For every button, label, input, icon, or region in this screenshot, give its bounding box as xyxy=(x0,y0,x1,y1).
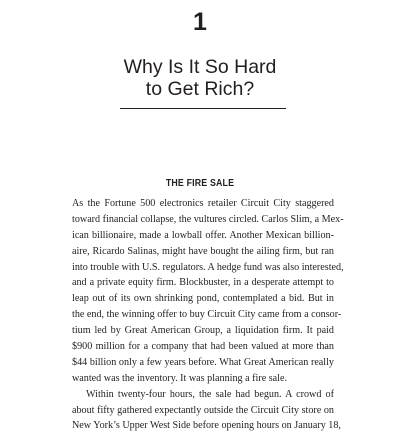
text-line: $44 billion only a few years before. What Great American really xyxy=(72,356,334,368)
text-line: Within twenty-four hours, the sale had begun. A crowd of xyxy=(86,388,334,400)
text-line: New York’s Upper West Side before opening hours on January 18, xyxy=(72,420,341,432)
text-line: $900 million for a company that had been valued at more than xyxy=(72,341,334,353)
text-line: into trouble with U.S. regulators. A hedge fund was also interested, xyxy=(72,261,344,273)
text-line: As the Fortune 500 electronics retailer Circuit City staggered xyxy=(72,198,334,209)
text-line: about fifty gathered expectantly outside the Circuit City store on xyxy=(72,404,334,416)
text-line: the end, the winning offer to buy Circuit City came from a consor- xyxy=(72,309,342,321)
text-line: tium led by Great American Group, a liquidation firm. It paid xyxy=(72,325,334,337)
text-line: wanted was the inventory. It was planning a fire sale. xyxy=(72,372,287,384)
chapter-title-line-2: to Get Rich? xyxy=(145,78,255,100)
text-line: and a private equity firm. Blockbuster, in a desperate attempt to xyxy=(72,277,334,289)
text-line: toward financial collapse, the vultures circled. Carlos Slim, a Mex- xyxy=(72,213,344,225)
text-line: ican billionaire, made a lowball offer. Another Mexican billion- xyxy=(72,229,334,241)
text-line: leap out of its own shrinking pond, contemplated a bid. But in xyxy=(72,293,334,305)
section-heading: THE FIRE SALE xyxy=(165,177,235,189)
chapter-title xyxy=(0,56,400,100)
text-line: aire, Ricardo Salinas, might have bought the ailing firm, but ran xyxy=(72,245,334,257)
chapter-number: 1 xyxy=(193,8,207,36)
title-divider-rule xyxy=(120,108,286,109)
body-text xyxy=(72,196,344,432)
chapter-title-line-1: Why Is It So Hard xyxy=(123,56,277,78)
